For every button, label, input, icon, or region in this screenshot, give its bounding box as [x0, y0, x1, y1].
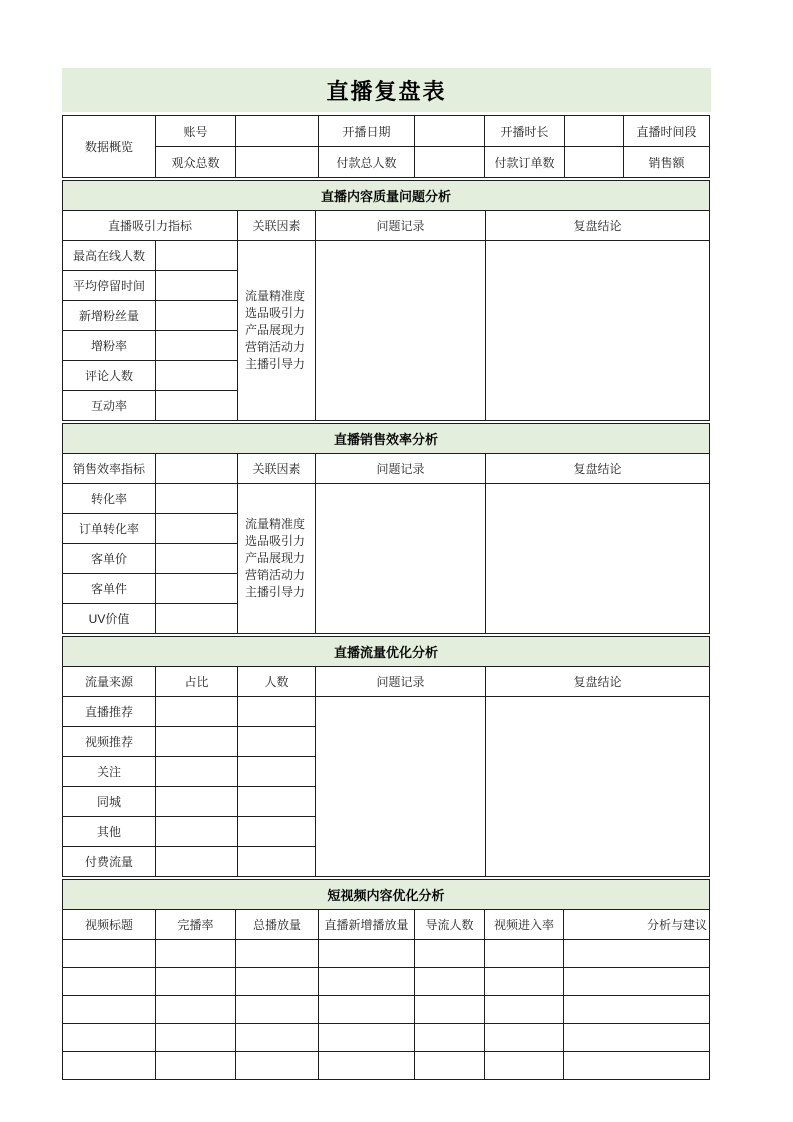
video-title-cell[interactable]	[63, 996, 156, 1024]
share-value-cell[interactable]	[156, 817, 238, 847]
count-value-cell[interactable]	[238, 727, 316, 757]
live-time-range-label: 直播时间段	[624, 116, 710, 147]
factor-item: 产品展现力	[245, 323, 306, 337]
video-title-header: 视频标题	[63, 910, 156, 940]
conclusion-header: 复盘结论	[486, 211, 710, 241]
record-cell[interactable]	[316, 241, 486, 421]
analysis-suggestion-cell[interactable]	[564, 940, 710, 968]
diverted-users-cell[interactable]	[415, 940, 485, 968]
record-cell[interactable]	[316, 484, 486, 634]
video-title-cell[interactable]	[63, 968, 156, 996]
completion-rate-header: 完播率	[156, 910, 236, 940]
share-value-cell[interactable]	[156, 727, 238, 757]
diverted-users-cell[interactable]	[415, 996, 485, 1024]
factor-item: 选品吸引力	[245, 534, 306, 548]
metric-label: 订单转化率	[63, 514, 156, 544]
video-title-cell[interactable]	[63, 940, 156, 968]
metric-label: 客单价	[63, 544, 156, 574]
sales-efficiency-table	[62, 423, 710, 634]
completion-rate-cell[interactable]	[156, 968, 236, 996]
total-plays-cell[interactable]	[236, 1052, 319, 1080]
total-plays-cell[interactable]	[236, 1024, 319, 1052]
share-header: 占比	[156, 667, 238, 697]
conclusion-header: 复盘结论	[486, 667, 710, 697]
factor-header: 关联因素	[238, 454, 316, 484]
factor-item: 营销活动力	[245, 568, 306, 582]
section-title-short-video: 短视频内容优化分析	[63, 880, 710, 910]
factor-item: 主播引导力	[245, 585, 306, 599]
metric-label: 平均停留时间	[63, 271, 156, 301]
analysis-suggestion-cell[interactable]	[564, 1024, 710, 1052]
paying-users-value-cell[interactable]	[415, 147, 485, 178]
factor-item: 主播引导力	[245, 357, 306, 371]
sales-amount-label: 销售额	[624, 147, 710, 178]
metric-label: 转化率	[63, 484, 156, 514]
count-value-cell[interactable]	[238, 697, 316, 727]
live-added-plays-cell[interactable]	[319, 940, 415, 968]
video-title-cell[interactable]	[63, 1052, 156, 1080]
attraction-metric-header: 直播吸引力指标	[63, 211, 238, 241]
factor-item: 选品吸引力	[245, 306, 306, 320]
conclusion-cell[interactable]	[486, 697, 710, 877]
metric-value-cell[interactable]	[156, 271, 238, 301]
factor-item: 流量精准度	[245, 289, 306, 303]
record-cell[interactable]	[316, 697, 486, 877]
completion-rate-cell[interactable]	[156, 1052, 236, 1080]
metric-label: 互动率	[63, 391, 156, 421]
conclusion-header: 复盘结论	[486, 454, 710, 484]
record-header: 问题记录	[316, 454, 486, 484]
video-entry-rate-cell[interactable]	[485, 940, 564, 968]
metric-value-cell[interactable]	[156, 544, 238, 574]
broadcast-duration-value-cell[interactable]	[565, 116, 624, 147]
factor-item: 营销活动力	[245, 340, 306, 354]
completion-rate-cell[interactable]	[156, 940, 236, 968]
factor-header: 关联因素	[238, 211, 316, 241]
conclusion-cell[interactable]	[486, 484, 710, 634]
diverted-users-cell[interactable]	[415, 1024, 485, 1052]
overview-table	[62, 115, 710, 178]
metric-value-cell[interactable]	[156, 604, 238, 634]
metric-value-cell[interactable]	[156, 241, 238, 271]
source-label: 付费流量	[63, 847, 156, 877]
analysis-suggestion-cell[interactable]	[564, 1052, 710, 1080]
live-added-plays-cell[interactable]	[319, 996, 415, 1024]
video-entry-rate-cell[interactable]	[485, 1024, 564, 1052]
share-value-cell[interactable]	[156, 697, 238, 727]
metric-value-cell[interactable]	[156, 331, 238, 361]
count-value-cell[interactable]	[238, 817, 316, 847]
traffic-source-header: 流量来源	[63, 667, 156, 697]
page-title: 直播复盘表	[62, 68, 711, 112]
completion-rate-cell[interactable]	[156, 1024, 236, 1052]
section-title-sales-efficiency: 直播销售效率分析	[63, 424, 710, 454]
total-plays-cell[interactable]	[236, 968, 319, 996]
count-header: 人数	[238, 667, 316, 697]
video-entry-rate-cell[interactable]	[485, 968, 564, 996]
factor-list-cell	[238, 484, 316, 634]
source-label: 同城	[63, 787, 156, 817]
broadcast-date-label: 开播日期	[319, 116, 415, 147]
diverted-users-cell[interactable]	[415, 968, 485, 996]
share-value-cell[interactable]	[156, 787, 238, 817]
share-value-cell[interactable]	[156, 757, 238, 787]
spreadsheet-page	[62, 68, 711, 1080]
audience-total-label: 观众总数	[156, 147, 236, 178]
audience-total-value-cell[interactable]	[236, 147, 319, 178]
video-entry-rate-cell[interactable]	[485, 996, 564, 1024]
video-entry-rate-header: 视频进入率	[485, 910, 564, 940]
factor-item: 产品展现力	[245, 551, 306, 565]
broadcast-duration-label: 开播时长	[485, 116, 565, 147]
factor-item: 流量精准度	[245, 517, 306, 531]
video-entry-rate-cell[interactable]	[485, 1052, 564, 1080]
analysis-suggestion-cell[interactable]	[564, 996, 710, 1024]
metric-label: 客单件	[63, 574, 156, 604]
count-value-cell[interactable]	[238, 847, 316, 877]
live-added-plays-cell[interactable]	[319, 1024, 415, 1052]
live-added-plays-cell[interactable]	[319, 968, 415, 996]
factor-list-cell	[238, 241, 316, 421]
total-plays-cell[interactable]	[236, 996, 319, 1024]
metric-value-cell[interactable]	[156, 484, 238, 514]
metric-label: UV价值	[63, 604, 156, 634]
paid-orders-label: 付款订单数	[485, 147, 565, 178]
short-video-table	[62, 879, 710, 1080]
broadcast-date-value-cell[interactable]	[415, 116, 485, 147]
source-label: 其他	[63, 817, 156, 847]
live-added-plays-header: 直播新增播放量	[319, 910, 415, 940]
analysis-suggestion-cell[interactable]	[564, 968, 710, 996]
paying-users-label: 付款总人数	[319, 147, 415, 178]
video-title-cell[interactable]	[63, 1024, 156, 1052]
traffic-optimization-table	[62, 636, 710, 877]
section-title-content-quality: 直播内容质量问题分析	[63, 181, 710, 211]
total-plays-cell[interactable]	[236, 940, 319, 968]
metric-label: 最高在线人数	[63, 241, 156, 271]
analysis-suggestion-header: 分析与建议	[564, 910, 710, 940]
metric-value-cell[interactable]	[156, 361, 238, 391]
conclusion-cell[interactable]	[486, 241, 710, 421]
metric-value-cell[interactable]	[156, 391, 238, 421]
source-label: 关注	[63, 757, 156, 787]
metric-value-cell[interactable]	[156, 574, 238, 604]
efficiency-header-spacer-cell[interactable]	[156, 454, 238, 484]
source-label: 视频推荐	[63, 727, 156, 757]
completion-rate-cell[interactable]	[156, 996, 236, 1024]
diverted-users-header: 导流人数	[415, 910, 485, 940]
live-added-plays-cell[interactable]	[319, 1052, 415, 1080]
record-header: 问题记录	[316, 211, 486, 241]
share-value-cell[interactable]	[156, 847, 238, 877]
count-value-cell[interactable]	[238, 757, 316, 787]
metric-value-cell[interactable]	[156, 301, 238, 331]
account-value-cell[interactable]	[236, 116, 319, 147]
metric-label: 增粉率	[63, 331, 156, 361]
metric-value-cell[interactable]	[156, 514, 238, 544]
diverted-users-cell[interactable]	[415, 1052, 485, 1080]
record-header: 问题记录	[316, 667, 486, 697]
section-title-traffic: 直播流量优化分析	[63, 637, 710, 667]
content-quality-table	[62, 180, 710, 421]
overview-label: 数据概览	[63, 116, 156, 178]
count-value-cell[interactable]	[238, 787, 316, 817]
metric-label: 评论人数	[63, 361, 156, 391]
efficiency-metric-header: 销售效率指标	[63, 454, 156, 484]
source-label: 直播推荐	[63, 697, 156, 727]
metric-label: 新增粉丝量	[63, 301, 156, 331]
paid-orders-value-cell[interactable]	[565, 147, 624, 178]
total-plays-header: 总播放量	[236, 910, 319, 940]
account-label: 账号	[156, 116, 236, 147]
